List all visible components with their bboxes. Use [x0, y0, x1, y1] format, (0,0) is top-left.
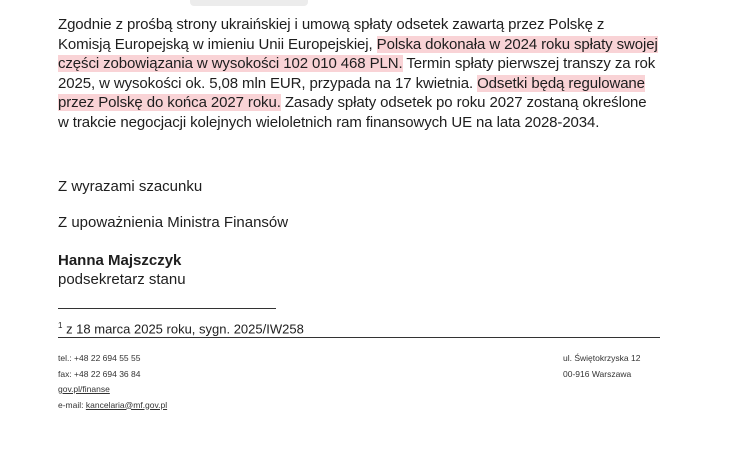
- highlight-repayment-until-2027: Odsetki będą regulowane przez Polskę do końca 2027 roku.: [58, 74, 645, 111]
- body-text-1: Zgodnie z prośbą strony ukraińskiej i umową spłaty odsetek zawartą przez Polskę z Komisją Europejską w imieniu Unii Europejskiej,: [58, 16, 605, 53]
- highlight-repayment-2024: Polska dokonała w 2024 roku spłaty swojej części zobowiązania w wysokości 102 010 468 PLN.: [58, 35, 658, 72]
- body-text-2: Termin spłaty pierwszej transzy za rok 2025, w wysokości ok. 5,08 mln EUR, przypada na 17 kwietnia.: [58, 55, 656, 92]
- footnote-text: z 18 marca 2025 roku, sygn. 2025/IW258: [62, 321, 304, 337]
- footer-street: ul. Świętokrzyska 12: [563, 353, 641, 363]
- signer-name: Hanna Majszczyk: [58, 252, 182, 269]
- authority-line: Z upoważnienia Ministra Finansów: [58, 214, 289, 231]
- footer-contact: [58, 351, 167, 413]
- body-text-3: Zasady spłaty odsetek po roku 2027 zostaną określone w trakcie negocjacji kolejnych wieloletnich ram finansowych UE na lata 2028-2034.: [58, 94, 647, 131]
- footer-email: [58, 398, 167, 414]
- footer-divider: [58, 337, 660, 338]
- signer-title: podsekretarz stanu: [58, 271, 186, 288]
- footer-city: 00-916 Warszawa: [563, 368, 632, 379]
- footer-fax: fax: +48 22 694 36 84: [58, 368, 141, 379]
- closing-line: Z wyrazami szacunku: [58, 178, 203, 195]
- footer-address: [563, 351, 640, 382]
- footer-phone: tel.: +48 22 694 55 55: [58, 353, 141, 363]
- footer-email-label: e-mail:: [58, 399, 86, 410]
- footer-website-link[interactable]: gov.pl/finanse: [58, 384, 110, 394]
- letter-body-paragraph: [58, 15, 658, 132]
- footnote: [58, 317, 304, 338]
- footer-email-link[interactable]: kancelaria@mf.gov.pl: [85, 399, 168, 410]
- top-edge-strip: [190, 0, 308, 6]
- footnote-divider: [58, 308, 276, 309]
- footnote-marker: 1: [58, 321, 63, 330]
